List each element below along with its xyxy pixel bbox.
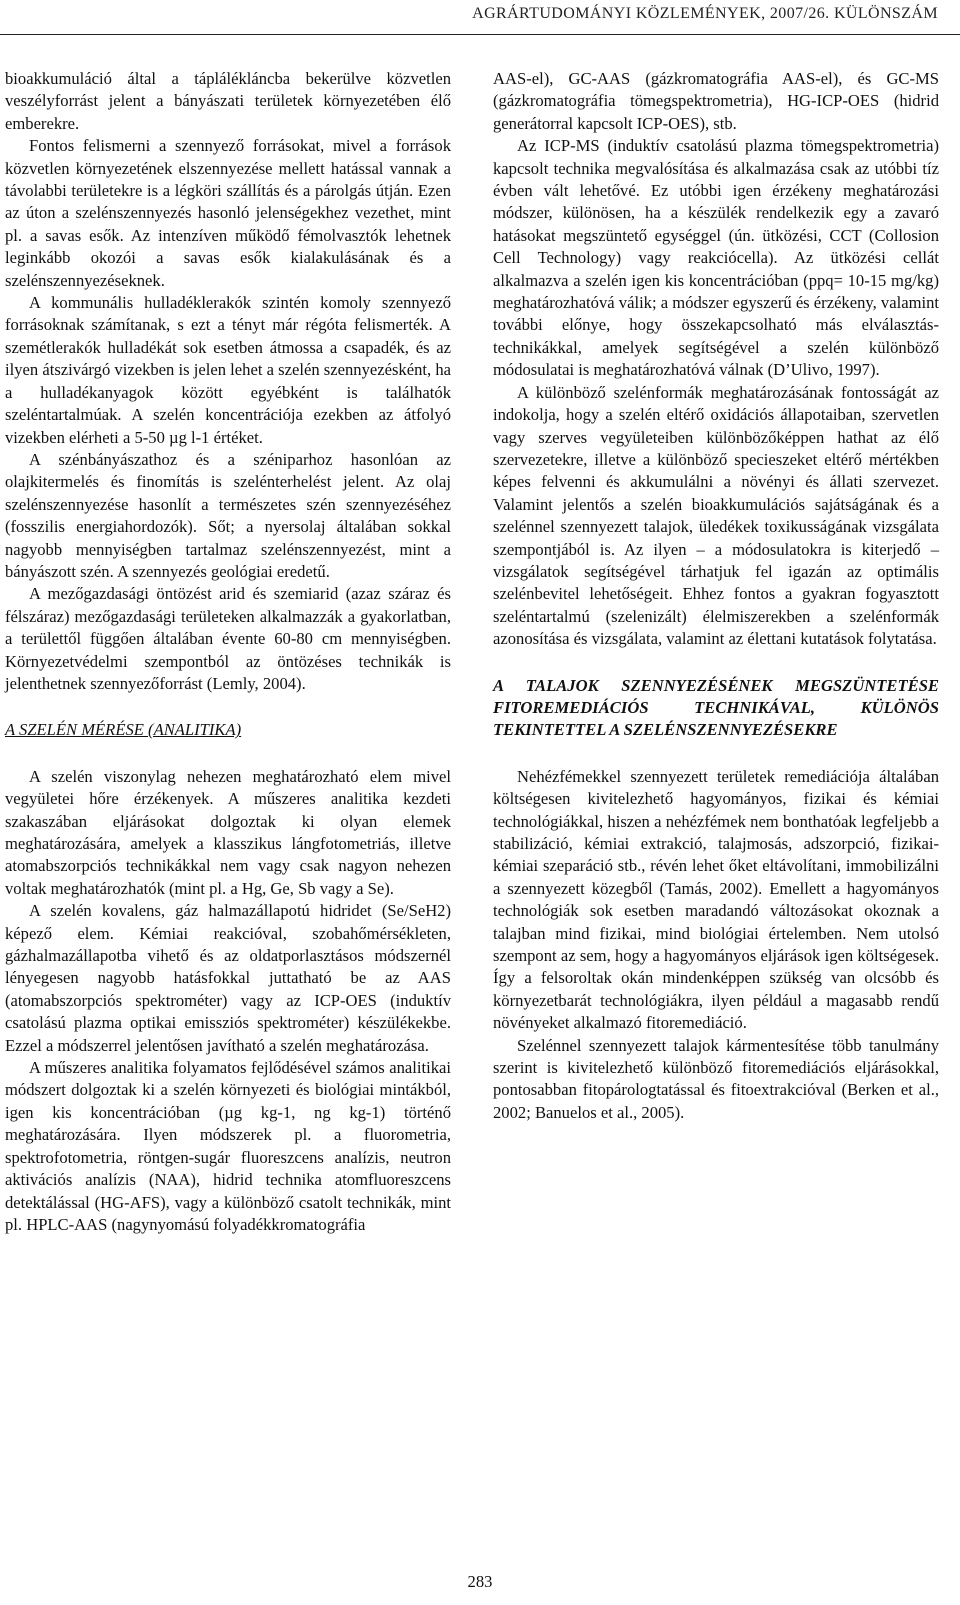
paragraph: Fontos felismerni a szennyező forrásokat, mivel a források közvetlen környezetének elszennyezése mellett hatással vannak a távolabbi területekre is a légköri szállítás és a párolgás útján. Ezen az úton a szelénszennyezés hasonló jelenségekhez vezethet, mint pl. a savas esők. Az intenzíven működő fémolvasztók lehetnek leginkább okozói a savas esők kialakulásának és a szelénszennyezéseknek.	[5, 136, 451, 290]
running-header	[0, 0, 960, 35]
paragraph: A szelén kovalens, gáz halmazállapotú hidridet (Se/SeH2) képező elem. Kémiai reakcióval, szobahőmérsékleten, gázhalmazállapotba vihető és az oldatporlasztásos módszernél lényegesen nagyobb hatásfokkal juttatható be az AAS (atomabszorpciós spektrométer) vagy az ICP-OES (induktív csatolású plazma optikai emissziós spektrométer) készülékekbe. Ezzel a módszerrel jelentősen javítható a szelén meghatározása.	[5, 901, 451, 1055]
paragraph: bioakkumuláció által a táplálékláncba bekerülve közvetlen veszélyforrást jelent a bányászati területek környezetében élő emberekre.	[5, 69, 451, 133]
page-number: 283	[467, 1572, 493, 1591]
paragraph: Szelénnel szennyezett talajok kármentesítése több tanulmány szerint is kivitelezhető különböző fitoremediációs eljárásokkal, pontosabban fitopárologtatással és fitoextrakcióval (Berken et al., 2002; Banuelos et al., 2005).	[493, 1035, 939, 1122]
section-heading: A TALAJOK SZENNYEZÉSÉNEK MEGSZÜNTETÉSE FITOREMEDIÁCIÓS TECHNIKÁVAL, KÜLÖNÖS TEKINTETTEL A SZELÉNSZENNYEZÉSEKRE	[493, 675, 939, 740]
right-column	[493, 68, 939, 1124]
paragraph: AAS-el), GC-AAS (gázkromatográfia AAS-el), és GC-MS (gázkromatográfia tömegspektrometria), HG-ICP-OES (hidrid generátorral kapcsolt ICP-OES), stb.	[493, 69, 939, 133]
paragraph: Az ICP-MS (induktív csatolású plazma tömegspektrometria) kapcsolt technika megvalósítása és alkalmazása csak az utóbbi tíz évben vált lehetővé. Ez utóbbi igen érzékeny meghatározási módszer, különösen, ha a készülék rendelkezik egy a zavaró hatásokat megszüntető egységgel (ún. ütközési, CCT (Collosion Cell Technology) vagy reakciócella). Az ütközési cellát alkalmazva a szelén igen kis koncentrációban (ppq= 10-15 mg/kg) meghatározhatóvá válik; a módszer egyszerű és érzékeny, valamint további előnye, hogy összekapcsolható más elválasztás-technikákkal, amelyek segítségével a szelén különböző módosulatai is meghatározhatóvá válnak (D’Ulivo, 1997).	[493, 136, 939, 380]
paragraph: A különböző szelénformák meghatározásának fontosságát az indokolja, hogy a szelén eltérő oxidációs állapotaiban, szervetlen vagy szerves vegyületeiben különbözőképpen hathat az élő szervezetekre, illetve a különböző specieszeket eltérő mértékben képes felvenni és akkumulálni a növényi és állati szervezet. Valamint jelentős a szelén bioakkumulációs sajátságának és a szelénnel szennyezett talajok, üledékek toxikusságának vizsgálata szempontjából is. Az ilyen – a módosulatokra is kiterjedő – vizsgálatok segítségével tárhatjuk fel igazán az optimális szelénbevitel lehetőségeit. Ehhez fontos a gyakran fogyasztott szeléntartalmú (szelenizált) élelmiszerekben a szelénformák azonosítása és vizsgálata, valamint az élettani kutatások folytatása.	[493, 382, 939, 649]
paragraph: A szelén viszonylag nehezen meghatározható elem mivel vegyületei hőre érzékenyek. A műszeres analitika kezdeti szakaszában eljárásokat dolgoztak ki olyan elemek meghatározására, amelyek a klasszikus lángfotometriás, illetve atomabszorpciós technikákkal nem vagy csak nagyon nehezen voltak meghatározhatók (mint pl. a Hg, Ge, Sb vagy a Se).	[5, 766, 451, 898]
paragraph: Nehézfémekkel szennyezett területek remediációja általában költségesen kivitelezhető hagyományos, fizikai és kémiai technológiákkal, hiszen a nehézfémek nem bonthatóak legfeljebb a stabilizáció, kémiai extrakció, talajmosás, adszorpció, fizikai-kémiai szeparáció stb., révén lehet őket eltávolítani, immobilizálni a szennyezett közegből (Tamás, 2002). Emellett a hagyományos technológiák sok esetben maradandó változásokat okoznak a talajban mind fizikai, mind biológiai értelemben. Nem utolsó szempont az sem, hogy a hagyományos eljárások igen költségesek. Így a felsoroltak okán mindenképpen szükség van olcsóbb és környezetbarát technológiákra, ilyen például a magasabb rendű növényeket alkalmazó fitoremediáció.	[493, 766, 939, 1033]
left-column	[5, 68, 451, 1236]
journal-title: AGRÁRTUDOMÁNYI KÖZLEMÉNYEK, 2007/26. KÜLÖNSZÁM	[472, 5, 938, 22]
paragraph: A műszeres analitika folyamatos fejlődésével számos analitikai módszert dolgoztak ki a szelén környezeti és biológiai mintákból, igen kis koncentrációban (µg kg-1, ng kg-1) történő meghatározására. Ilyen módszerek pl. a fluorometria, spektrofotometria, röntgen-sugár fluoreszcens analízis, neutron aktivációs analízis (NAA), hidrid technika atomfluoreszcens detektálással (HG-AFS), vagy a különböző csatolt technikák, mint pl. HPLC-AAS (nagynyomású folyadékkromatográfia	[5, 1058, 451, 1234]
paragraph: A mezőgazdasági öntözést arid és szemiarid (azaz száraz és félszáraz) mezőgazdasági területeken alkalmazzák a gyakorlatban, a területtől függően általában évente 60-80 cm mennyiségben. Környezetvédelmi szempontból az öntözéses technikák is jelenthetnek szennyezőforrást (Lemly, 2004).	[5, 584, 451, 693]
paragraph: A kommunális hulladéklerakók szintén komoly szennyező forrásoknak számítanak, s ezt a tényt már régóta felismerték. A szemétlerakók hulladékát sok esetben átmossa a csapadék, és az ilyen átszivárgó vizekben is jelen lehet a szelén szennyezésként, ha a hulladékanyagok között egyébként is találhatók szeléntartalmúak. A szelén koncentrációja ezekben az átfolyó vizekben elérheti a 5-50 µg l-1 értéket.	[5, 293, 451, 447]
section-heading: A SZELÉN MÉRÉSE (ANALITIKA)	[5, 720, 242, 740]
paragraph: A szénbányászathoz és a széniparhoz hasonlóan az olajkitermelés és finomítás is szelénterhelést jelent. Az olaj szelénszennyezése hasonlít a természetes szén szennyezéséhez (fosszilis energiahordozók). Sőt; a nyersolaj általában sokkal nagyobb mennyiségben tartalmaz szelénszennyezést, mint a bányászott szén. A szennyezés geológiai eredetű.	[5, 449, 451, 581]
